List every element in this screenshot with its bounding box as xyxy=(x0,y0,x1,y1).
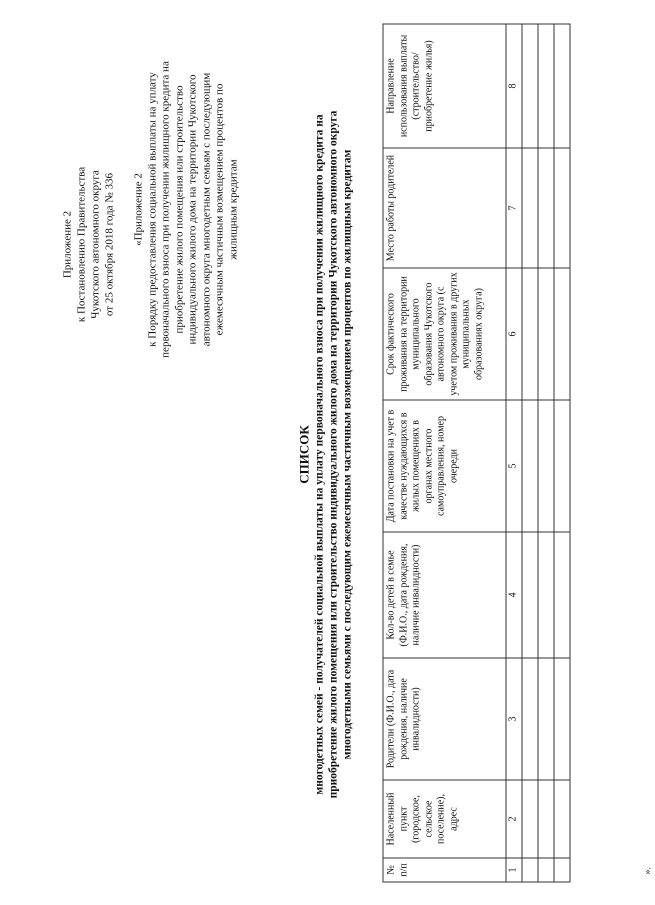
column-header-number: № п/п xyxy=(383,858,506,882)
column-header-parents: Родители (Ф.И.О., дата рождения, наличие инвалидности) xyxy=(383,658,506,780)
column-header-children: Кол-во детей в семье (Ф.И.О., дата рождения, наличие инвалидности) xyxy=(383,532,506,658)
table-cell xyxy=(522,658,538,780)
table-cell xyxy=(522,268,538,400)
annex-reference xyxy=(133,45,241,375)
title-main: СПИСОК xyxy=(296,425,312,484)
table-cell xyxy=(554,532,570,658)
table-header-row xyxy=(383,24,506,882)
table-cell xyxy=(538,24,554,148)
annex-line: индивидуального жилого дома на территории Чукотского xyxy=(186,74,199,345)
title-sub-line: многодетных семей - получателей социальной выплаты на уплату первоначального взноса при получении жилищного кредита на xyxy=(313,114,326,795)
annex-line: первоначального взноса при получении жилищного кредита на xyxy=(159,61,172,358)
column-number-cell: 5 xyxy=(506,400,522,532)
column-number-cell: 6 xyxy=(506,268,522,400)
table-cell xyxy=(522,858,538,882)
table-cell xyxy=(554,858,570,882)
annex-line: ежемесячным частичным возмещением процентов по xyxy=(213,83,226,336)
header-line: от 25 октября 2018 года № 336 xyxy=(103,172,116,317)
column-number-cell: 3 xyxy=(506,658,522,780)
annex-line: жилищным кредитам xyxy=(227,159,239,260)
table-cell xyxy=(554,268,570,400)
column-header-payment-use: Направление использования выплаты (строительство/ приобретение жилья) xyxy=(383,24,506,148)
document-title xyxy=(297,45,355,865)
header-line: Чукотского автономного округа xyxy=(89,170,102,319)
closing-quote-mark: ». xyxy=(642,867,654,875)
table-cell xyxy=(554,780,570,858)
table-cell xyxy=(522,400,538,532)
title-sub-line: приобретение жилого помещения или строительство индивидуального жилого дома на территории Чукотского автономного округа xyxy=(327,110,340,799)
table-cell xyxy=(538,268,554,400)
table-cell xyxy=(554,400,570,532)
annex-line: автономного округа многодетным семьям с последующим xyxy=(200,72,212,347)
title-sub-line: многодетными семьями с последующим ежемесячным частичным возмещением процентов по жилищным кредитам xyxy=(341,149,354,760)
header-line: к Постановлению Правительства xyxy=(75,166,88,323)
table-row xyxy=(522,24,538,882)
table-row xyxy=(554,24,570,882)
table-cell xyxy=(522,148,538,268)
table-cell xyxy=(554,658,570,780)
column-header-locality: Населенный пункт (городское, сельское поселение), адрес xyxy=(383,780,506,858)
column-number-cell: 2 xyxy=(506,780,522,858)
annex-line: к Порядку предоставления социальной выплаты на уплату xyxy=(146,72,158,347)
table-row-numbers xyxy=(506,24,522,882)
table-cell xyxy=(538,658,554,780)
annex-line: «Приложение 2 xyxy=(132,173,145,246)
table-cell xyxy=(538,858,554,882)
table-cell xyxy=(538,148,554,268)
header-line: Приложение 2 xyxy=(61,210,74,279)
column-number-cell: 8 xyxy=(506,24,522,148)
table-cell xyxy=(554,148,570,268)
column-header-residence-term: Срок фактического проживания на территории муниципального образования Чукотского автономного округа (с учетом проживания в других муниципальных образованиях округа) xyxy=(383,268,506,400)
decree-header xyxy=(61,115,117,375)
annex-line: приобретение жилого помещения или строительство xyxy=(173,85,185,334)
families-table xyxy=(383,24,571,883)
column-number-cell: 4 xyxy=(506,532,522,658)
table-cell xyxy=(522,24,538,148)
table-cell xyxy=(522,532,538,658)
column-number-cell: 7 xyxy=(506,148,522,268)
column-header-workplace: Место работы родителей xyxy=(383,148,506,268)
table-cell xyxy=(554,24,570,148)
table-cell xyxy=(522,780,538,858)
table-cell xyxy=(538,400,554,532)
table-cell xyxy=(538,532,554,658)
table-row xyxy=(538,24,554,882)
column-number-cell: 1 xyxy=(506,858,522,882)
rotated-page xyxy=(1,0,654,905)
table-cell xyxy=(538,780,554,858)
column-header-registration-date: Дата постановки на учет в качестве нуждающихся в жилых помещениях в органах местного самоуправления, номер очереди xyxy=(383,400,506,532)
